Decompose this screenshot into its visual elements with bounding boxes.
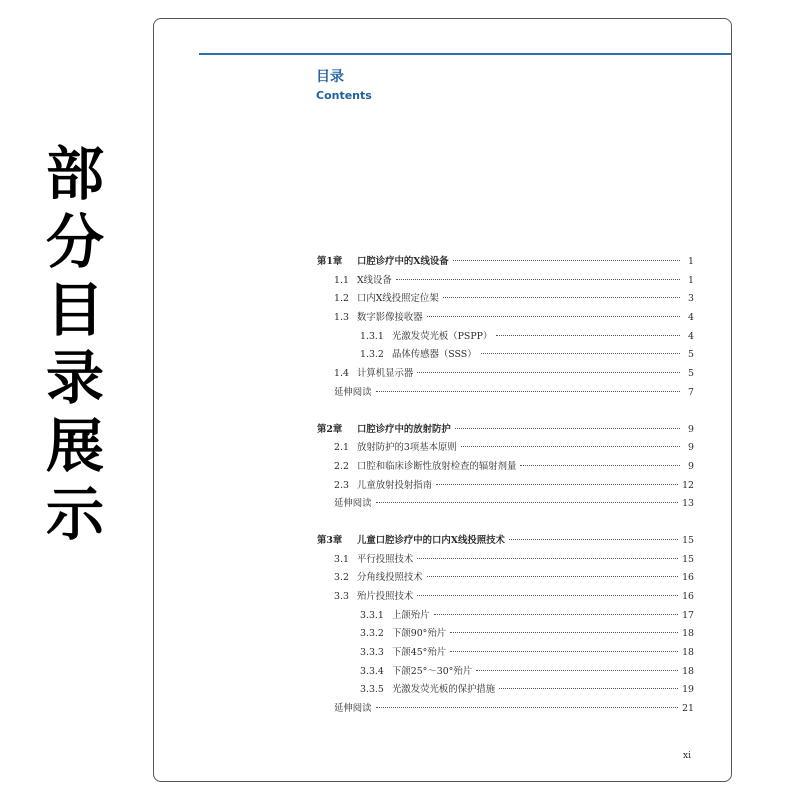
- toc-leader-dots: [496, 335, 680, 336]
- toc-entry-title: 晶体传感器（SSS）: [392, 349, 477, 361]
- toc-entry-title: 下颌25°～30°殆片: [392, 665, 473, 677]
- toc-entry-title: X线设备: [357, 274, 392, 286]
- toc-entry-title: 光激发荧光板的保护措施: [392, 684, 496, 696]
- toc-entry-page: 18: [682, 665, 694, 677]
- toc-leader-dots: [376, 502, 679, 503]
- toc-entry: [317, 439, 694, 458]
- toc-entry-number: 1.3.2: [360, 349, 384, 361]
- toc-leader-dots: [476, 670, 678, 671]
- toc-entry-title: 光激发荧光板（PSPP）: [392, 330, 493, 342]
- toc-leader-dots: [481, 353, 680, 354]
- toc-entry-number: 3.3.4: [360, 665, 384, 677]
- toc-leader-dots: [520, 465, 680, 466]
- toc-leader-dots: [434, 614, 679, 615]
- toc-entry-page: 5: [688, 368, 694, 380]
- toc-entry-number: 2.2: [334, 460, 349, 472]
- toc-leader-dots: [436, 484, 678, 485]
- book-page: [153, 18, 732, 782]
- side-title: 部分目录展示: [45, 140, 104, 548]
- toc-further-reading: [317, 700, 694, 719]
- toc-entry-title: 延伸阅读: [334, 386, 372, 398]
- toc-leader-dots: [450, 651, 678, 652]
- toc-entry: [317, 681, 694, 700]
- header-rule: [199, 53, 731, 55]
- toc-entry-page: 18: [682, 628, 694, 640]
- toc-leader-dots: [417, 558, 678, 559]
- toc-entry-title: 分角线投照技术: [357, 572, 423, 584]
- toc-entry-number: 1.3: [334, 312, 349, 324]
- toc-entry-title: 上颌殆片: [392, 609, 430, 621]
- toc-entry-title: 儿童放射投射指南: [357, 479, 433, 491]
- toc-entry-title: 口内X线投照定位架: [357, 293, 439, 305]
- toc-further-reading: [317, 495, 694, 514]
- toc-entry-number: 3.3.3: [360, 647, 384, 659]
- toc-entry-page: 9: [688, 423, 694, 435]
- toc-entry-title: 平行投照技术: [357, 553, 414, 565]
- toc-entry: [317, 290, 694, 309]
- toc-entry: [317, 272, 694, 291]
- toc-entry-number: 1.1: [334, 274, 349, 286]
- toc-entry: [317, 625, 694, 644]
- toc-entry-number: 3.3.5: [360, 684, 384, 696]
- toc-entry-number: 3.3.2: [360, 628, 384, 640]
- toc-entry-page: 3: [688, 293, 694, 305]
- toc-entry: [317, 458, 694, 477]
- toc-entry: [317, 607, 694, 626]
- toc-entry-title: 计算机显示器: [357, 368, 414, 380]
- toc-leader-dots: [376, 391, 680, 392]
- toc-entry-number: 3.3.1: [360, 609, 384, 621]
- toc-entry-page: 17: [682, 609, 694, 621]
- toc-entry-page: 1: [688, 256, 694, 267]
- toc-entry-page: 15: [682, 534, 694, 546]
- toc-leader-dots: [455, 428, 680, 429]
- toc-entry-page: 9: [688, 460, 694, 472]
- toc-entry: [317, 328, 694, 347]
- toc-entry-number: 第2章: [317, 423, 343, 435]
- toc-entry-number: 3.2: [334, 572, 349, 584]
- toc-leader-dots: [499, 688, 678, 689]
- toc-chapter-heading: [317, 532, 694, 551]
- toc-entry-page: 9: [688, 442, 694, 454]
- toc-leader-dots: [376, 707, 679, 708]
- toc-entry-page: 15: [682, 553, 694, 565]
- toc-entry: [317, 309, 694, 328]
- toc-entry-title: 下颌90°殆片: [392, 628, 447, 640]
- toc-entry-title: 殆片投照技术: [357, 591, 414, 602]
- toc-entry-number: 2.3: [334, 479, 349, 491]
- toc-leader-dots: [453, 260, 680, 261]
- table-of-contents: [317, 253, 694, 737]
- toc-entry: [317, 365, 694, 384]
- toc-entry: [317, 477, 694, 496]
- toc-entry-page: 16: [682, 572, 694, 584]
- toc-entry-title: 口腔诊疗中的放射防护: [357, 423, 451, 435]
- toc-chapter: [317, 532, 694, 719]
- toc-leader-dots: [396, 279, 680, 280]
- toc-entry-title: 口腔诊疗中的X线设备: [357, 256, 449, 267]
- toc-entry-title: 数字影像接收器: [357, 312, 423, 324]
- toc-entry: [317, 569, 694, 588]
- toc-entry-title: 下颌45°殆片: [392, 647, 447, 659]
- toc-leader-dots: [509, 539, 678, 540]
- toc-entry: [317, 588, 694, 607]
- toc-leader-dots: [417, 372, 680, 373]
- toc-entry-number: 1.4: [334, 368, 349, 380]
- toc-entry-page: 19: [682, 684, 694, 696]
- toc-entry-page: 4: [688, 312, 694, 324]
- toc-entry-number: 3.3: [334, 591, 349, 602]
- toc-further-reading: [317, 384, 694, 403]
- toc-entry-number: 1.2: [334, 293, 349, 305]
- toc-leader-dots: [427, 316, 680, 317]
- toc-chapter-heading: [317, 253, 694, 272]
- toc-entry-number: 1.3.1: [360, 330, 384, 342]
- page-number: xi: [683, 751, 691, 761]
- toc-leader-dots: [427, 576, 678, 577]
- toc-entry-page: 13: [682, 498, 694, 510]
- toc-entry-page: 21: [682, 703, 694, 715]
- toc-entry: [317, 551, 694, 570]
- toc-entry-page: 5: [688, 349, 694, 361]
- toc-chapter-heading: [317, 421, 694, 440]
- toc-leader-dots: [461, 446, 680, 447]
- toc-chapter: [317, 253, 694, 403]
- toc-entry: [317, 644, 694, 663]
- toc-subtitle: Contents: [316, 89, 372, 102]
- toc-leader-dots: [450, 632, 678, 633]
- toc-entry-page: 1: [688, 274, 694, 286]
- toc-entry-page: 4: [688, 330, 694, 342]
- toc-entry-page: 12: [682, 479, 694, 491]
- toc-entry-page: 16: [682, 591, 694, 602]
- toc-chapter: [317, 421, 694, 514]
- toc-entry-title: 口腔和临床诊断性放射检查的辐射剂量: [357, 460, 517, 472]
- toc-entry-number: 第1章: [317, 256, 343, 267]
- toc-entry-title: 延伸阅读: [334, 498, 372, 510]
- toc-entry-title: 放射防护的3项基本原则: [357, 442, 457, 454]
- toc-title: 目录: [316, 69, 344, 85]
- toc-entry: [317, 663, 694, 682]
- toc-entry-title: 儿童口腔诊疗中的口内X线投照技术: [357, 534, 505, 546]
- toc-leader-dots: [443, 297, 680, 298]
- toc-entry-number: 3.1: [334, 553, 349, 565]
- toc-entry-title: 延伸阅读: [334, 703, 372, 715]
- toc-entry-page: 18: [682, 647, 694, 659]
- toc-entry: [317, 346, 694, 365]
- toc-entry-page: 7: [688, 386, 694, 398]
- toc-entry-number: 2.1: [334, 442, 349, 454]
- toc-leader-dots: [417, 595, 678, 596]
- toc-entry-number: 第3章: [317, 534, 343, 546]
